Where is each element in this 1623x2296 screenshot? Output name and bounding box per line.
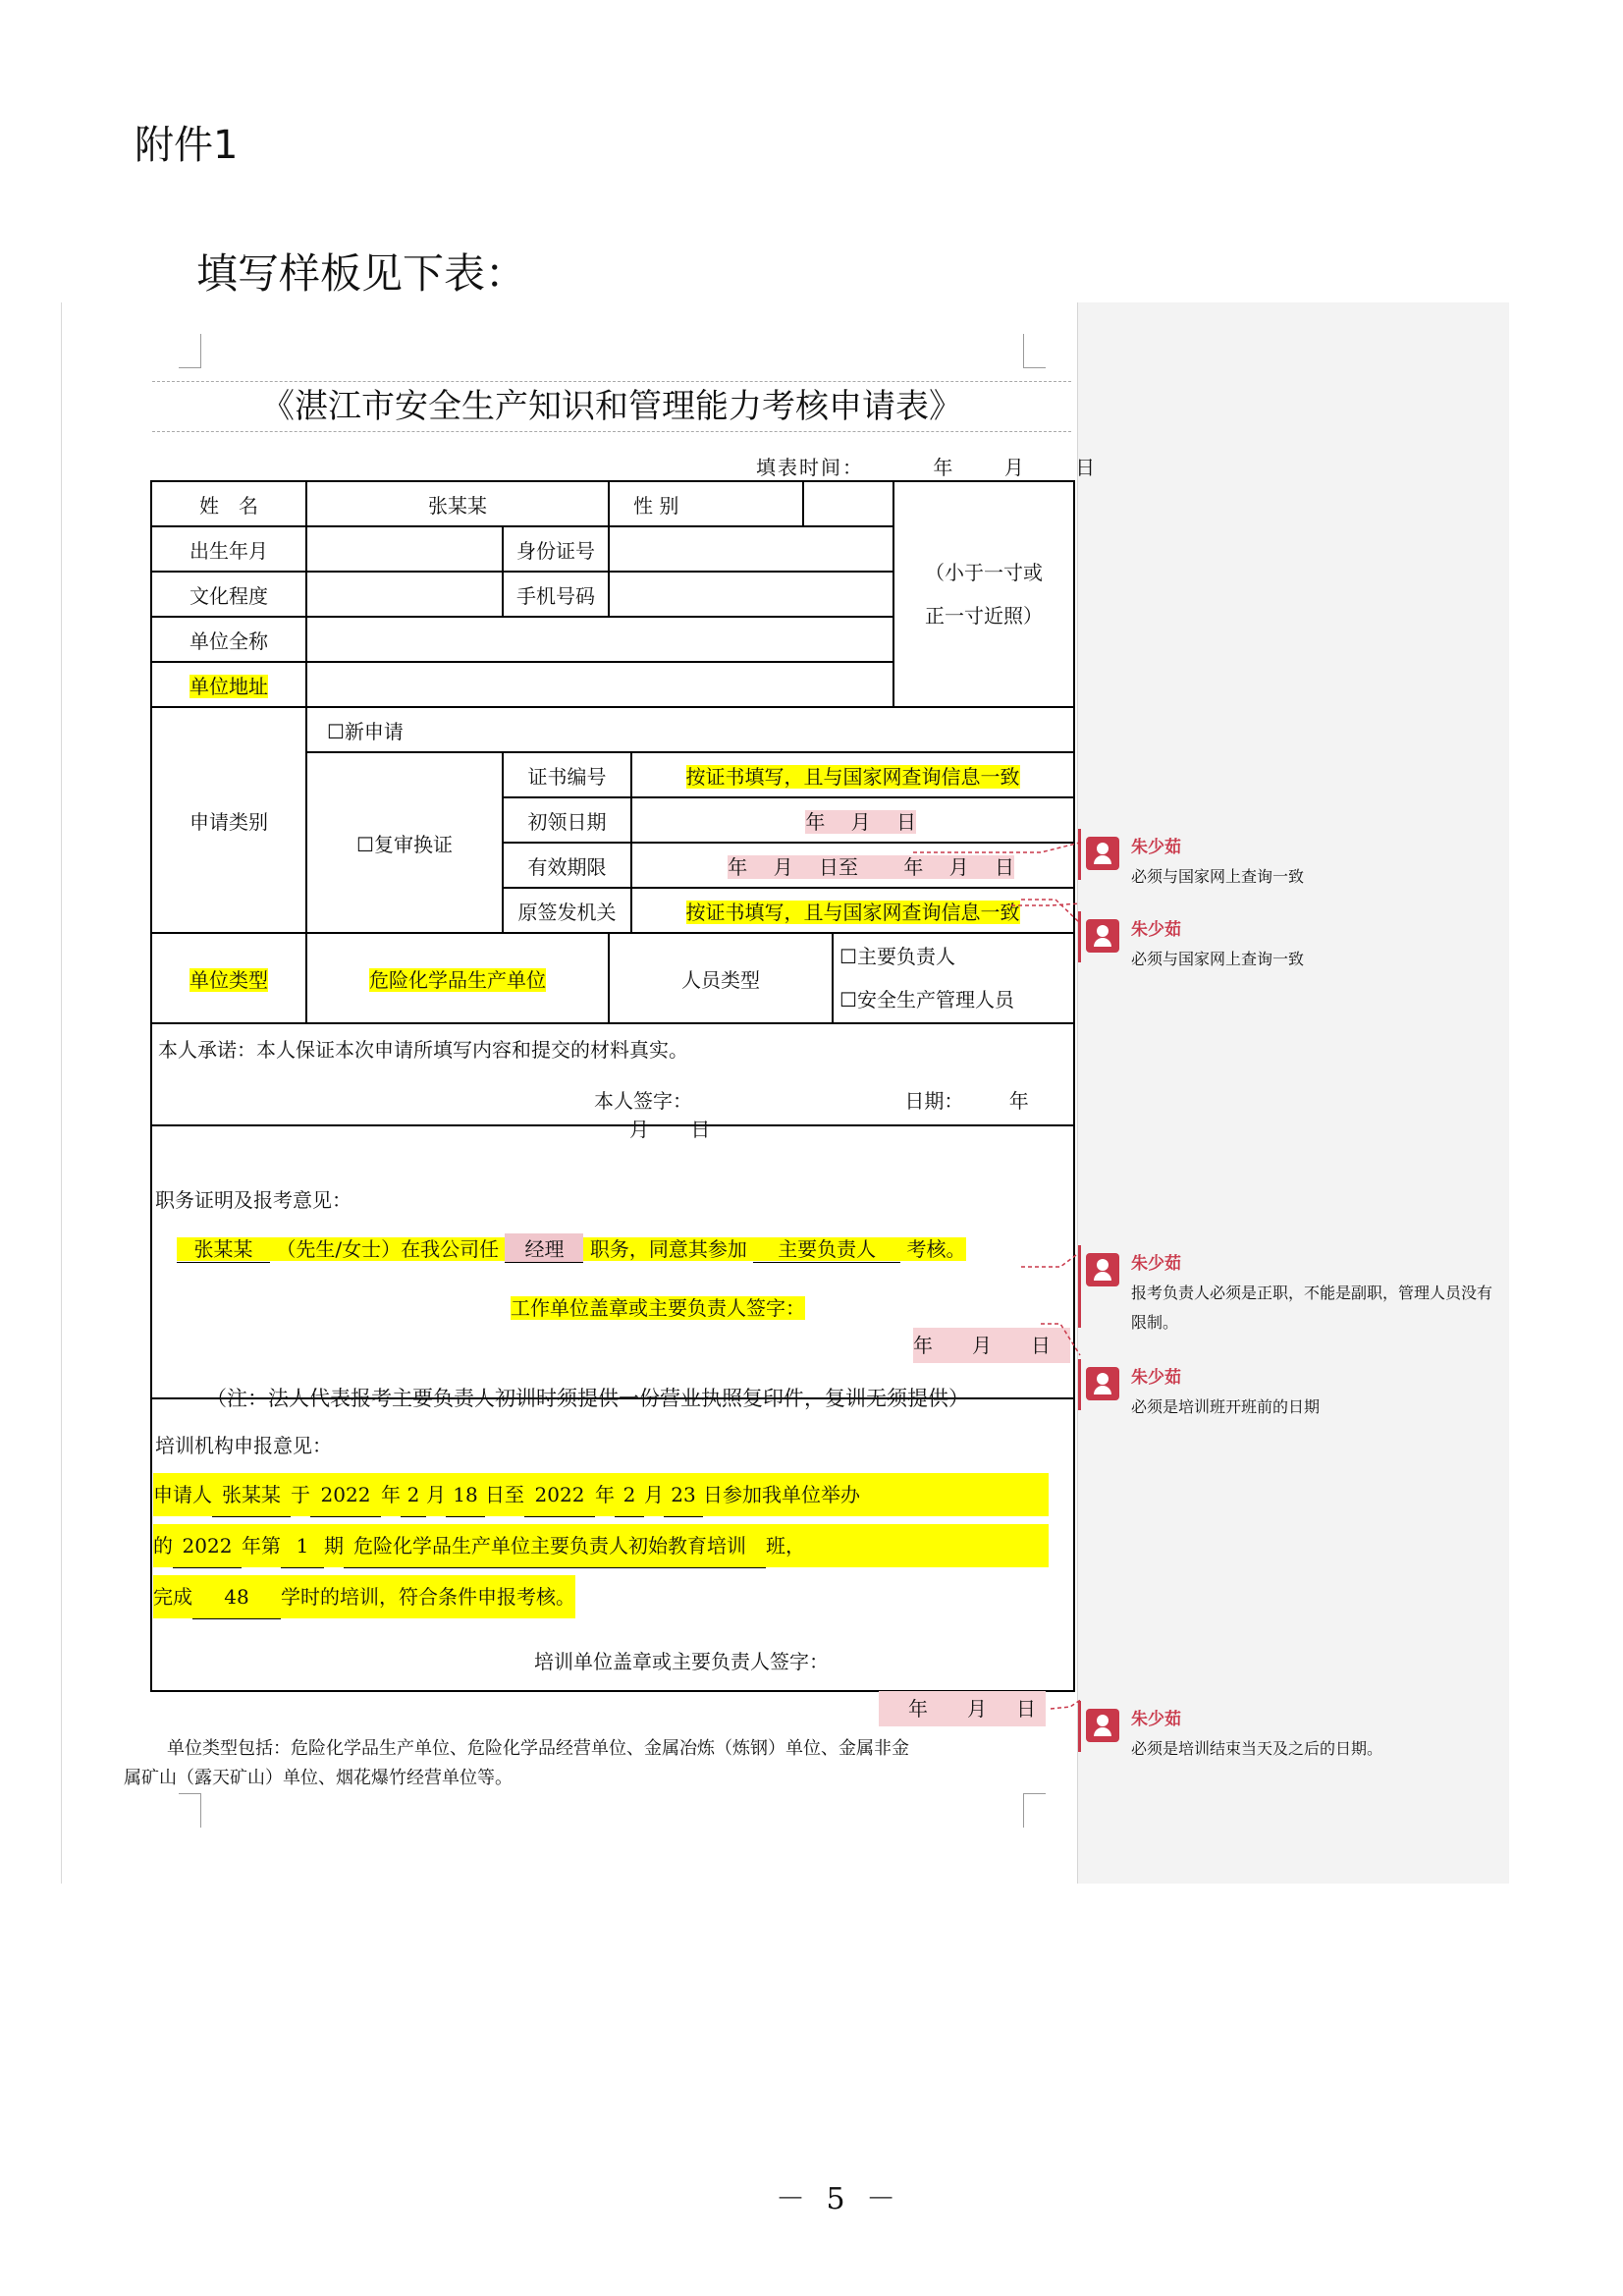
fill-time-label: 填表时间：	[756, 456, 864, 479]
duty-post[interactable]: 经理	[505, 1233, 583, 1263]
name-value[interactable]: 张某某	[306, 481, 609, 526]
corner-mark	[179, 334, 201, 368]
attachment-label: 附件1	[135, 123, 239, 168]
first-date-value[interactable]: 年 月 日	[631, 797, 1074, 843]
session-no[interactable]: 1	[281, 1524, 324, 1568]
duty-name[interactable]: 张某某	[177, 1233, 270, 1263]
valid-label: 有效期限	[503, 843, 631, 888]
end-year[interactable]: 2022	[524, 1473, 595, 1517]
train-line-3: 完成 48 学时的培训，符合条件申报考核。	[153, 1575, 575, 1618]
birth-label: 出生年月	[151, 526, 306, 572]
phone-value[interactable]	[609, 572, 893, 617]
fill-time-year: 年	[933, 456, 955, 479]
start-month[interactable]: 2	[401, 1473, 426, 1517]
org-type-label: 单位类型	[151, 933, 306, 1023]
duty-gender: （先生/女士）在我公司任	[276, 1237, 500, 1261]
issuer-value[interactable]: 按证书填写，且与国家网查询信息一致	[631, 888, 1074, 933]
comment-author: 朱少茹	[1131, 838, 1181, 857]
end-month[interactable]: 2	[615, 1473, 644, 1517]
duty-role[interactable]: 主要负责人	[753, 1233, 900, 1263]
employer-sign: 工作单位盖章或主要负责人签字：	[511, 1296, 805, 1320]
train-name[interactable]: 张某某	[212, 1473, 291, 1517]
birth-value[interactable]	[306, 526, 503, 572]
duty-end: 考核。	[906, 1237, 966, 1261]
photo-text-1: （小于一寸或	[925, 561, 1044, 584]
form-title: 《湛江市安全生产知识和管理能力考核申请表》	[152, 381, 1071, 432]
photo-box[interactable]	[893, 481, 1074, 707]
session-year[interactable]: 2022	[173, 1524, 242, 1568]
comment-author: 朱少茹	[1131, 920, 1181, 940]
person-type-label: 人员类型	[609, 933, 833, 1023]
org-name-label: 单位全称	[151, 617, 306, 662]
fill-time	[756, 452, 1097, 480]
cert-no-value[interactable]: 按证书填写，且与国家网查询信息一致	[631, 752, 1074, 797]
id-value[interactable]	[609, 526, 893, 572]
duty-mid: 职务，同意其参加	[589, 1237, 747, 1261]
apply-type-label: 申请类别	[151, 707, 306, 933]
person-opt-safety[interactable]: ☐安全生产管理人员	[839, 988, 1014, 1011]
comment-text: 必须是培训结束当天及之后的日期。	[1131, 1739, 1383, 1758]
train-line-2: 的 2022 年第 1 期 危险化学品生产单位主要负责人初始教育培训 班，	[153, 1524, 1049, 1567]
corner-mark	[1023, 1793, 1046, 1828]
pledge-month: 月	[629, 1118, 649, 1141]
person-opt-main[interactable]: ☐主要负责人	[839, 945, 955, 968]
user-avatar-icon	[1086, 1253, 1119, 1286]
edu-value[interactable]	[306, 572, 503, 617]
org-addr-value[interactable]	[306, 662, 893, 707]
first-date-label: 初领日期	[503, 797, 631, 843]
fill-time-month: 月	[1003, 456, 1026, 479]
org-type-value[interactable]: 危险化学品生产单位	[306, 933, 609, 1023]
train-hours[interactable]: 48	[192, 1575, 281, 1619]
comment-connectors	[903, 805, 1100, 1748]
renew-checkbox[interactable]: ☐复审换证	[306, 752, 503, 933]
comment-pane	[1077, 302, 1509, 1884]
cert-no-label: 证书编号	[503, 752, 631, 797]
user-avatar-icon	[1086, 837, 1119, 870]
comment-text: 报考负责人必须是正职，不能是副职，管理人员没有限制。	[1131, 1284, 1493, 1332]
pledge-day: 日	[690, 1118, 711, 1141]
id-label: 身份证号	[503, 526, 609, 572]
photo-text-2: 正一寸近照）	[925, 604, 1044, 628]
trainer-date[interactable]: 年 月 日	[879, 1691, 1046, 1726]
org-name-value[interactable]	[306, 617, 893, 662]
course-name[interactable]: 危险化学品生产单位主要负责人初始教育培训	[344, 1524, 766, 1568]
employer-date[interactable]: 年 月 日	[913, 1328, 1070, 1363]
name-label: 姓 名	[151, 481, 306, 526]
fill-time-day: 日	[1075, 456, 1098, 479]
corner-mark	[1023, 334, 1046, 368]
new-apply-checkbox[interactable]: ☐新申请	[306, 707, 1074, 752]
sign-label: 本人签字：	[594, 1089, 692, 1113]
comment-author: 朱少茹	[1131, 1368, 1181, 1388]
gender-label: 性 别	[609, 481, 803, 526]
phone-label: 手机号码	[503, 572, 609, 617]
train-title: 培训机构申报意见：	[155, 1434, 332, 1457]
duty-line	[177, 1233, 966, 1263]
date-label: 日期：	[904, 1089, 964, 1113]
pledge-year: 年	[1008, 1089, 1029, 1113]
page-number: － 5 －	[776, 2182, 902, 2216]
edu-label: 文化程度	[151, 572, 306, 617]
valid-value[interactable]: 年 月 日至 年 月 日	[631, 843, 1074, 888]
comment-author: 朱少茹	[1131, 1710, 1181, 1729]
duty-title: 职务证明及报考意见：	[155, 1188, 352, 1212]
comment-author: 朱少茹	[1131, 1254, 1181, 1274]
note-text: （注：法人代表报考主要负责人初训时须提供一份营业执照复印件，复训无须提供）	[206, 1387, 969, 1410]
user-avatar-icon	[1086, 919, 1119, 953]
comment-text: 必须与国家网上查询一致	[1131, 867, 1305, 886]
user-avatar-icon	[1086, 1367, 1119, 1400]
end-day[interactable]: 23	[664, 1473, 703, 1517]
footnote-line-1: 单位类型包括：危险化学品生产单位、危险化学品经营单位、金属冶炼（炼钢）单位、金属非金	[167, 1738, 909, 1759]
train-line-1: 申请人 张某某 于 2022 年 2 月 18 日至 2022 年 2 月 23 日参加我单位举办	[153, 1473, 1049, 1516]
footnote-line-2: 属矿山（露天矿山）单位、烟花爆竹经营单位等。	[124, 1768, 513, 1788]
issuer-label: 原签发机关	[503, 888, 631, 933]
comment-text: 必须是培训班开班前的日期	[1131, 1397, 1321, 1416]
pledge-text: 本人承诺：本人保证本次申请所填写内容和提交的材料真实。	[158, 1038, 688, 1062]
gender-value[interactable]	[803, 481, 893, 526]
org-addr-label: 单位地址	[151, 662, 306, 707]
trainer-sign: 培训单位盖章或主要负责人签字：	[534, 1650, 829, 1673]
start-day[interactable]: 18	[446, 1473, 485, 1517]
comment-text: 必须与国家网上查询一致	[1131, 950, 1305, 968]
subtitle: 填写样板见下表：	[196, 249, 527, 298]
start-year[interactable]: 2022	[310, 1473, 381, 1517]
user-avatar-icon	[1086, 1709, 1119, 1742]
corner-mark	[179, 1793, 201, 1828]
